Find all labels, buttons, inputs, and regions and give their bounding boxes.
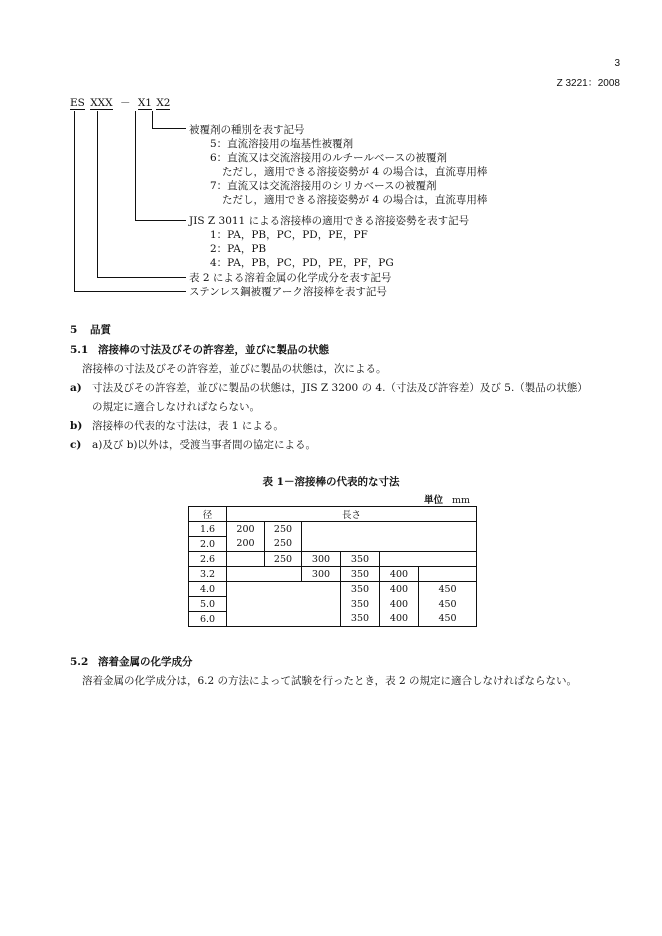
- cell-empty: [227, 552, 265, 567]
- x1-option-1: 1：PA，PB，PC，PD，PE，PF: [210, 229, 368, 241]
- cell-length: 200: [227, 522, 265, 537]
- table-row: [189, 597, 477, 612]
- section-5-number: 5: [70, 324, 78, 336]
- bracket-line-xxx: [97, 111, 98, 278]
- table-row: [189, 582, 477, 597]
- bracket-line-x2-h: [152, 128, 186, 129]
- cell-length: 350: [341, 567, 380, 582]
- cell-empty: [227, 597, 341, 612]
- code-x2: X2: [156, 97, 171, 109]
- cell-length: 300: [302, 567, 341, 582]
- table-row: [189, 612, 477, 627]
- cell-empty: [302, 522, 477, 537]
- cell-length: 450: [419, 597, 477, 612]
- bracket-line-x1-h: [135, 220, 186, 221]
- table-1-unit: [424, 492, 470, 506]
- table-header-row: [189, 507, 477, 522]
- bracket-line-es-h: [74, 291, 186, 292]
- x2-option-7-note: ただし，適用できる溶接姿勢が 4 の場合は，直流専用棒: [222, 194, 488, 206]
- code-x1: X1: [137, 97, 152, 109]
- bracket-line-es: [74, 111, 75, 292]
- cell-diameter: 2.6: [189, 552, 227, 567]
- cell-diameter: 5.0: [189, 597, 227, 612]
- cell-length: 250: [265, 552, 302, 567]
- table-row: [189, 552, 477, 567]
- unit-value: mm: [452, 495, 471, 506]
- x2-option-6-note: ただし，適用できる溶接姿勢が 4 の場合は，直流専用棒: [222, 166, 488, 178]
- designation-code: [70, 96, 170, 110]
- item-a-label: a): [70, 382, 82, 394]
- x2-desc: 被覆剤の種別を表す記号: [189, 124, 305, 136]
- cell-empty: [380, 552, 477, 567]
- table-row: [189, 522, 477, 537]
- bracket-line-x1: [135, 111, 136, 221]
- cell-diameter: 4.0: [189, 582, 227, 597]
- section-51-intro: 溶接棒の寸法及びその許容差，並びに製品の状態は，次による。: [82, 363, 387, 375]
- cell-length: 400: [380, 567, 419, 582]
- x2-option-6: 6：直流又は交流溶接用のルチールベースの被覆剤: [210, 152, 447, 164]
- item-c-label: c): [70, 439, 82, 451]
- header-diameter: 径: [189, 507, 227, 522]
- es-desc: ステンレス鋼被覆アーク溶接棒を表す記号: [189, 286, 387, 298]
- cell-empty: [227, 582, 341, 597]
- cell-length: 400: [380, 612, 419, 627]
- cell-length: 200: [227, 537, 265, 552]
- section-51-title: 溶接棒の寸法及びその許容差，並びに製品の状態: [98, 344, 329, 356]
- cell-length: 250: [265, 522, 302, 537]
- standard-number: Z 3221：2008: [556, 78, 620, 89]
- bracket-line-x2: [152, 111, 153, 129]
- page-number: 3: [614, 58, 620, 69]
- header-length: 長さ: [227, 507, 477, 522]
- cell-diameter: 1.6: [189, 522, 227, 537]
- section-5-title: 品質: [90, 324, 111, 336]
- x2-option-5: 5：直流溶接用の塩基性被覆剤: [210, 138, 354, 150]
- section-52-text: 溶着金属の化学成分は，6.2 の方法によって試験を行ったとき，表 2 の規定に適合しなければならない。: [82, 675, 577, 687]
- cell-length: 450: [419, 582, 477, 597]
- table-1-caption: 表 1－溶接棒の代表的な寸法: [262, 476, 400, 488]
- cell-empty: [419, 567, 477, 582]
- bracket-line-xxx-h: [97, 277, 186, 278]
- code-dash: －: [119, 97, 131, 109]
- code-es: ES: [70, 97, 85, 109]
- table-row: [189, 567, 477, 582]
- section-52-number: 5.2: [70, 656, 89, 668]
- unit-label: 単位: [424, 495, 444, 506]
- item-b-label: b): [70, 420, 83, 432]
- x1-option-4: 4：PA，PB，PC，PD，PE，PF，PG: [210, 257, 394, 269]
- cell-empty: [227, 612, 341, 627]
- cell-empty: [302, 537, 477, 552]
- cell-length: 450: [419, 612, 477, 627]
- dimensions-table: [188, 506, 477, 627]
- cell-length: 350: [341, 582, 380, 597]
- cell-length: 400: [380, 582, 419, 597]
- code-xxx: XXX: [90, 97, 113, 109]
- item-a-cont: の規定に適合しなければならない。: [92, 401, 260, 413]
- cell-diameter: 2.0: [189, 537, 227, 552]
- item-b-text: 溶接棒の代表的な寸法は，表 1 による。: [92, 420, 284, 432]
- cell-length: 400: [380, 597, 419, 612]
- item-c-text: a)及び b)以外は，受渡当事者間の協定による。: [92, 439, 317, 451]
- xxx-desc: 表 2 による溶着金属の化学成分を表す記号: [189, 272, 392, 284]
- cell-length: 350: [341, 552, 380, 567]
- cell-diameter: 3.2: [189, 567, 227, 582]
- cell-length: 300: [302, 552, 341, 567]
- cell-empty: [227, 567, 302, 582]
- section-51-number: 5.1: [70, 344, 89, 356]
- table-row: [189, 537, 477, 552]
- item-a-text: 寸法及びその許容差，並びに製品の状態は，JIS Z 3200 の 4.（寸法及び許容差）及び 5.（製品の状態）: [92, 382, 588, 394]
- cell-length: 350: [341, 612, 380, 627]
- section-52-title: 溶着金属の化学成分: [98, 656, 193, 668]
- cell-length: 250: [265, 537, 302, 552]
- cell-diameter: 6.0: [189, 612, 227, 627]
- x1-desc: JIS Z 3011 による溶接棒の適用できる溶接姿勢を表す記号: [189, 215, 470, 227]
- x2-option-7: 7：直流又は交流溶接用のシリカベースの被覆剤: [210, 180, 437, 192]
- x1-option-2: 2：PA，PB: [210, 243, 267, 255]
- cell-length: 350: [341, 597, 380, 612]
